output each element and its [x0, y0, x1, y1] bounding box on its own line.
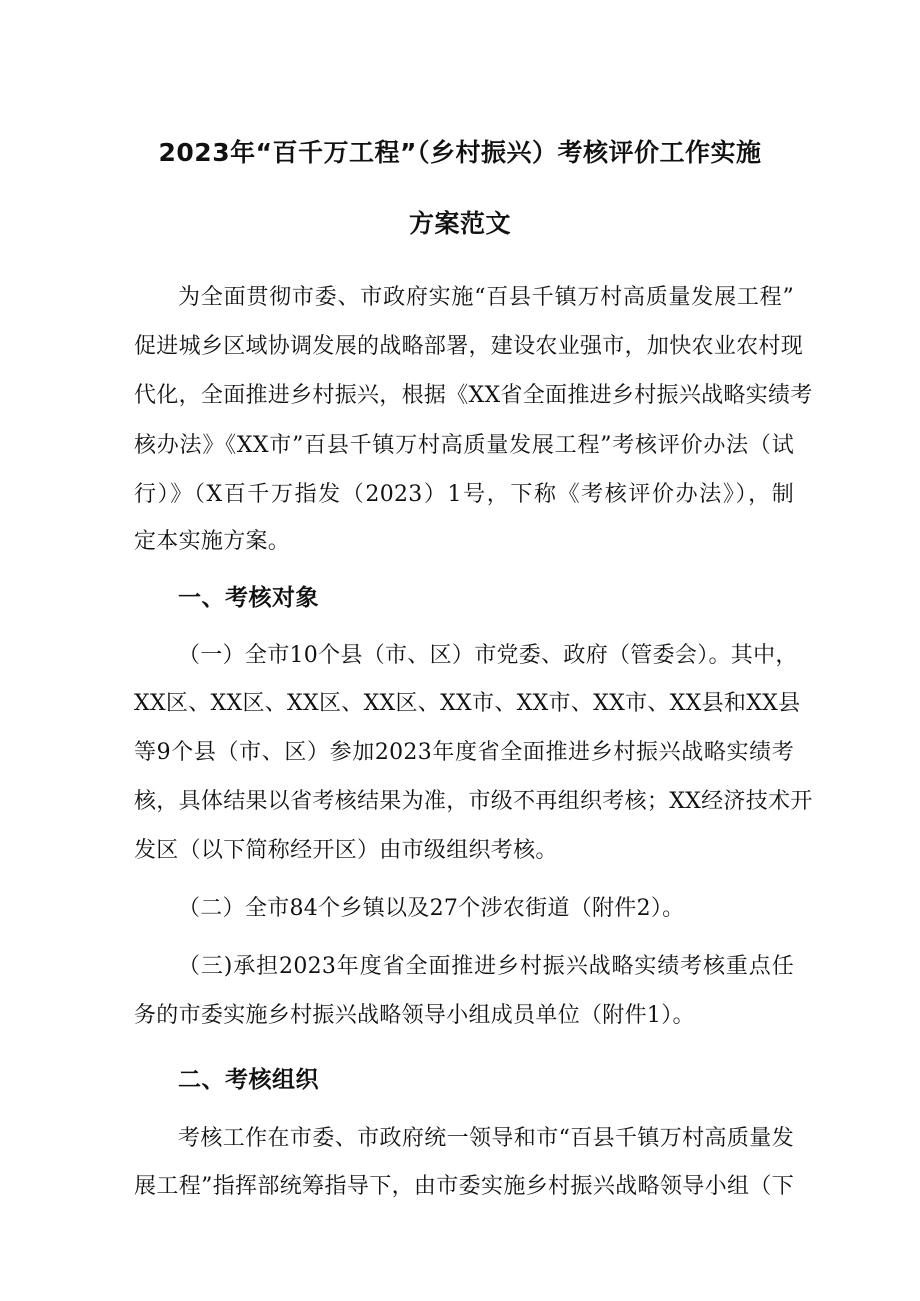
intro-line: 为全面贯彻市委、市政府实施“百县千镇万村高质量发展工程” — [178, 285, 794, 310]
section1-item2-line: （二）全市84个乡镇以及27个涉农街道（附件2）。 — [178, 896, 685, 921]
section1-item1-line: 核，具体结果以省考核结果为准，市级不再组织考核；XX经济技术开 — [134, 789, 813, 814]
section2-para-line: 展工程”指挥部统筹指导下，由市委实施乡村振兴战略领导小组（下 — [134, 1174, 794, 1199]
document-title-line-2: 方案范文 — [408, 209, 511, 238]
section1-item3-line: （三)承担2023年度省全面推进乡村振兴战略实绩考核重点任 — [178, 954, 794, 979]
intro-line: 定本实施方案。 — [134, 529, 291, 554]
intro-line: 核办法》《XX市”百县千镇万村高质量发展工程”考核评价办法（试 — [134, 433, 794, 458]
section2-para-line: 考核工作在市委、市政府统一领导和市“百县千镇万村高质量发 — [178, 1126, 794, 1151]
section-heading-2: 二、考核组织 — [178, 1067, 319, 1093]
section1-item1-line: 发区（以下简称经开区）由市级组织考核。 — [134, 838, 558, 863]
intro-line: 代化，全面推进乡村振兴，根据《XX省全面推进乡村振兴战略实绩考 — [134, 383, 813, 408]
section1-item1-line: 等9个县（市、区）参加2023年度省全面推进乡村振兴战略实绩考 — [134, 740, 794, 765]
document-title-line-1: 2023年“百千万工程”（乡村振兴）考核评价工作实施 — [158, 138, 762, 167]
section1-item1-line: （一）全市10个县（市、区）市党委、政府（管委会）。其中， — [178, 643, 798, 668]
section-heading-1: 一、考核对象 — [178, 585, 319, 611]
section1-item3-line: 务的市委实施乡村振兴战略领导小组成员单位（附件1）。 — [134, 1003, 695, 1028]
section1-item1-line: XX区、XX区、XX区、XX区、XX市、XX市、XX市、XX县和XX县 — [134, 691, 801, 716]
intro-line: 行）》（X百千万指发（2023）1号，下称《考核评价办法》），制 — [134, 482, 794, 507]
intro-line: 促进城乡区域协调发展的战略部署，建设农业强市，加快农业农村现 — [134, 334, 804, 359]
